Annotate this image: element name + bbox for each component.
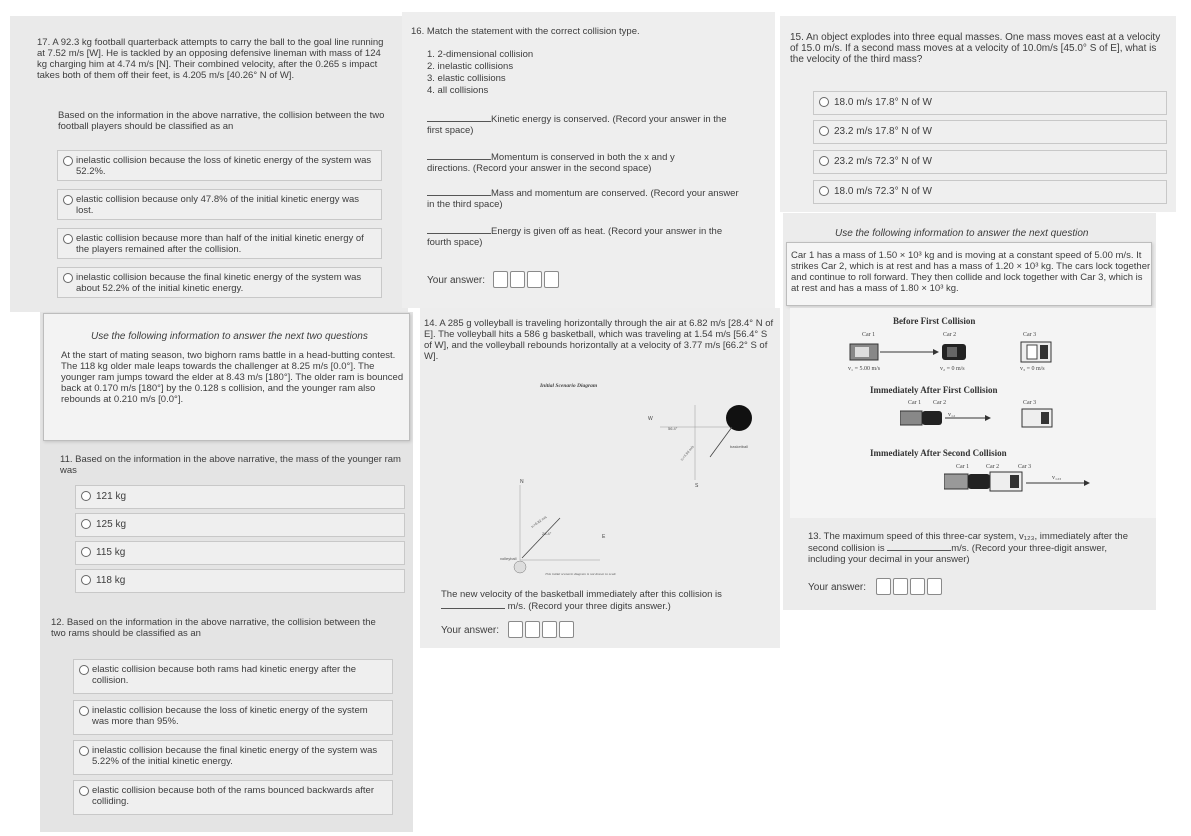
q15-option-a[interactable] xyxy=(813,91,1167,115)
type-item: 3. elastic collisions xyxy=(427,73,506,84)
q12-option-c[interactable] xyxy=(73,740,393,775)
car1-icon xyxy=(944,474,968,489)
answer-blank[interactable] xyxy=(887,542,951,551)
q14-question xyxy=(441,589,771,612)
radio-icon xyxy=(819,186,829,196)
diagram-note: This initial scenario diagram is not drawn to scale xyxy=(545,572,616,576)
radio-icon xyxy=(81,547,91,557)
v2-label: v₂ = 0 m/s xyxy=(940,366,965,372)
rams-heading: Use the following information to answer the next two questions xyxy=(91,331,368,342)
answer-blank[interactable] xyxy=(427,187,491,196)
question-text: second collision is xyxy=(808,543,885,554)
option-label: elastic collision because more than half of the initial kinetic energy of the players remained after the collision. xyxy=(76,233,364,255)
q11-prompt: 11. Based on the information in the above narrative, the mass of the younger ram was xyxy=(60,454,401,476)
radio-icon xyxy=(819,156,829,166)
answer-digit-box[interactable] xyxy=(508,621,523,638)
car3-label: Car 3 xyxy=(1023,400,1037,406)
option-label: elastic collision because both of the rams bounced backwards after colliding. xyxy=(92,785,374,807)
q13-narrative: Car 1 has a mass of 1.50 × 10³ kg and is moving at a constant speed of 5.00 m/s. It strikes Car 2, which is at rest and has a mass of 1.20 × 10³ kg. The cars lock together and continue to roll forward. They then collide and lock together with Car 3, which is at rest and has a mass of 1.80 × 10³ kg. xyxy=(791,250,1151,294)
statement-text: Kinetic energy is conserved. (Record your answer in the xyxy=(491,114,727,125)
car1-label: Car 1 xyxy=(956,464,970,470)
option-label: 18.0 m/s 17.8° N of W xyxy=(834,97,932,108)
q11-option-d[interactable] xyxy=(75,569,405,593)
label-v1: v₁=6.82 m/s xyxy=(530,514,548,529)
option-label: inelastic collision because the loss of kinetic energy of the system was 52.2%. xyxy=(76,155,372,177)
q16-answer-boxes[interactable] xyxy=(493,271,559,288)
radio-icon xyxy=(81,519,91,529)
q12-prompt: 12. Based on the information in the above narrative, the collision between the two rams should be classified as an xyxy=(51,617,376,639)
q14-answer-boxes[interactable] xyxy=(508,621,574,638)
q17-option-d[interactable] xyxy=(57,267,382,298)
car3-label: Car 3 xyxy=(1023,332,1037,338)
option-label: 118 kg xyxy=(96,575,126,586)
q11-option-b[interactable] xyxy=(75,513,405,537)
car-diagram xyxy=(790,308,1156,518)
answer-digit-box[interactable] xyxy=(544,271,559,288)
label-v2: v₂=1.54 m/s xyxy=(679,444,695,462)
car2-label: Car 2 xyxy=(933,400,947,406)
label-s: S xyxy=(695,483,699,489)
type-item: 4. all collisions xyxy=(427,85,489,96)
car2-label: Car 2 xyxy=(943,332,957,338)
q12-option-a[interactable] xyxy=(73,659,393,694)
answer-digit-box[interactable] xyxy=(876,578,891,595)
q17-option-c[interactable] xyxy=(57,228,382,259)
q16-prompt: 16. Match the statement with the correct collision type. xyxy=(411,26,640,37)
label-basketball: basketball xyxy=(730,444,749,449)
q13-answer-boxes[interactable] xyxy=(876,578,942,595)
car2-icon xyxy=(968,474,990,489)
answer-digit-box[interactable] xyxy=(927,578,942,595)
volleyball-icon xyxy=(514,561,526,573)
label-w: W xyxy=(648,416,653,422)
label-n: N xyxy=(520,479,524,485)
answer-digit-box[interactable] xyxy=(910,578,925,595)
statement-text: Energy is given off as heat. (Record your answer in the xyxy=(491,226,723,237)
label-e: E xyxy=(602,534,606,540)
radio-icon xyxy=(63,156,73,166)
radio-icon xyxy=(819,97,829,107)
option-label: inelastic collision because the final kinetic energy of the system was about 52.2% of the initial kinetic energy. xyxy=(76,272,362,294)
answer-digit-box[interactable] xyxy=(559,621,574,638)
statement-text: directions. (Record your answer in the second space) xyxy=(427,163,652,174)
q16-statement-1 xyxy=(427,113,767,136)
answer-digit-box[interactable] xyxy=(493,271,508,288)
q13-your-answer-label: Your answer: xyxy=(808,582,866,593)
statement-text: fourth space) xyxy=(427,237,483,248)
option-label: 23.2 m/s 17.8° N of W xyxy=(834,126,932,137)
q12-option-b[interactable] xyxy=(73,700,393,735)
q15-option-b[interactable] xyxy=(813,120,1167,144)
q17-option-b[interactable] xyxy=(57,189,382,220)
q16-your-answer-label: Your answer: xyxy=(427,275,485,286)
q13-heading: Use the following information to answer the next question xyxy=(835,228,1089,239)
answer-digit-box[interactable] xyxy=(510,271,525,288)
v123-label: v₁₂₃ xyxy=(1052,475,1062,481)
statement-text: Mass and momentum are conserved. (Record your answer xyxy=(491,188,739,199)
rams-narrative: At the start of mating season, two bighorn rams battle in a head-butting contest. The 118 kg older male leaps towards the challenger at 8.25 m/s [0.0°]. The younger ram jumps toward the elder at 8.43 m/s [180°]. The older ram is bounced back at 0.170 m/s [180°] by the 0.128 s collision, and the younger ram also rebounds at 0.210 m/s [0.0°]. xyxy=(61,350,404,405)
answer-blank[interactable] xyxy=(427,225,491,234)
car1-icon xyxy=(900,411,922,425)
diagram-title: Initial Scenario Diagram xyxy=(540,383,598,389)
q16-types xyxy=(427,49,533,96)
option-label: 18.0 m/s 72.3° N of W xyxy=(834,186,932,197)
question-text: including your decimal in your answer) xyxy=(808,554,970,565)
radio-icon xyxy=(79,786,89,796)
after-second-cars xyxy=(944,471,1104,495)
question-text: 13. The maximum speed of this three-car system, v₁₂₃, immediately after the xyxy=(808,531,1128,542)
radio-icon xyxy=(63,273,73,283)
q16-statement-4 xyxy=(427,225,767,248)
after-second-collision-title: Immediately After Second Collision xyxy=(870,448,1007,458)
car2-icon xyxy=(922,411,942,425)
before-collision-cars xyxy=(845,340,1115,370)
answer-digit-box[interactable] xyxy=(542,621,557,638)
option-label: 125 kg xyxy=(96,519,127,530)
radio-icon xyxy=(63,234,73,244)
option-label: 121 kg xyxy=(96,491,127,502)
q17-option-a[interactable] xyxy=(57,150,382,181)
type-item: 1. 2-dimensional collision xyxy=(427,49,534,60)
option-label: 115 kg xyxy=(96,547,126,558)
label-angle-1: 28.4° xyxy=(542,531,552,536)
car1-label: Car 1 xyxy=(908,400,922,406)
v12-label: v₁₂ xyxy=(948,412,956,418)
q14-stem: 14. A 285 g volleyball is traveling horizontally through the air at 6.82 m/s [28.4° N of E]. The volleyball hits a 586 g basketball, which was traveling at 1.54 m/s [56.4° S of W], and the volleyball rebounds horizontally at a velocity of 3.77 m/s [66.2° S of W]. xyxy=(424,318,774,362)
answer-digit-box[interactable] xyxy=(525,621,540,638)
radio-icon xyxy=(79,746,89,756)
radio-icon xyxy=(81,491,91,501)
volleyball-velocity-arrow xyxy=(522,518,560,558)
radio-icon xyxy=(63,195,73,205)
q11-option-c[interactable] xyxy=(75,541,405,565)
v1-label: v₁ = 5.00 m/s xyxy=(848,366,881,372)
q17-prompt: Based on the information in the above narrative, the collision between the two football players should be classified as an xyxy=(58,110,385,132)
radio-icon xyxy=(819,126,829,136)
option-label: 23.2 m/s 72.3° N of W xyxy=(834,156,932,167)
option-label: elastic collision because only 47.8% of the initial kinetic energy was lost. xyxy=(76,194,360,216)
answer-blank[interactable] xyxy=(441,600,505,609)
answer-digit-box[interactable] xyxy=(893,578,908,595)
option-label: elastic collision because both rams had kinetic energy after the collision. xyxy=(92,664,357,686)
radio-icon xyxy=(79,665,89,675)
answer-blank[interactable] xyxy=(427,113,491,122)
q16-statement-2 xyxy=(427,151,767,174)
q11-option-a[interactable] xyxy=(75,485,405,509)
statement-text: in the third space) xyxy=(427,199,503,210)
q15-stem: 15. An object explodes into three equal masses. One mass moves east at a velocity of 15.0 m/s. If a second mass moves at a velocity of 10.0m/s [45.0° S of E], what is the velocity of the third mass? xyxy=(790,32,1161,65)
car2-label: Car 2 xyxy=(986,464,1000,470)
option-label: inelastic collision because the final kinetic energy of the system was 5.22% of the initial kinetic energy. xyxy=(92,745,378,767)
answer-blank[interactable] xyxy=(427,151,491,160)
q15-option-c[interactable] xyxy=(813,150,1167,174)
q17-stem: 17. A 92.3 kg football quarterback attempts to carry the ball to the goal line running at 7.52 m/s [W]. He is tackled by an opposing defensive lineman with mass of 124 kg charging him at 4.74 m/s [N]. Their combined velocity, after the 0.265 s impact takes both of them off their feet, is 4.205 m/s [40.26° N of W]. xyxy=(37,37,384,81)
answer-digit-box[interactable] xyxy=(527,271,542,288)
type-item: 2. inelastic collisions xyxy=(427,61,514,72)
basketball-velocity-arrow xyxy=(710,427,732,457)
q12-option-d[interactable] xyxy=(73,780,393,815)
q16-statement-3 xyxy=(427,187,767,210)
question-units: m/s. (Record your three digits answer.) xyxy=(507,601,671,612)
radio-icon xyxy=(79,706,89,716)
car3-label: Car 3 xyxy=(1018,464,1032,470)
car1-label: Car 1 xyxy=(862,332,876,338)
after-first-collision-title: Immediately After First Collision xyxy=(870,385,998,395)
q14-diagram xyxy=(460,375,760,580)
v3-label: v₃ = 0 m/s xyxy=(1020,366,1045,372)
label-volleyball: volleyball xyxy=(500,556,517,561)
radio-icon xyxy=(81,575,91,585)
option-label: inelastic collision because the loss of kinetic energy of the system was more than 95%. xyxy=(92,705,368,727)
question-text: m/s. (Record your three-digit answer, xyxy=(951,543,1107,554)
label-angle-2: 56.4° xyxy=(668,426,678,431)
statement-text: first space) xyxy=(427,125,474,136)
q13-question xyxy=(808,531,1153,565)
statement-text: Momentum is conserved in both the x and y xyxy=(491,152,675,163)
q14-your-answer-label: Your answer: xyxy=(441,625,499,636)
q15-option-d[interactable] xyxy=(813,180,1167,204)
question-text: The new velocity of the basketball immediately after this collision is xyxy=(441,589,722,600)
after-first-cars xyxy=(900,408,1100,432)
before-collision-title: Before First Collision xyxy=(893,316,976,326)
